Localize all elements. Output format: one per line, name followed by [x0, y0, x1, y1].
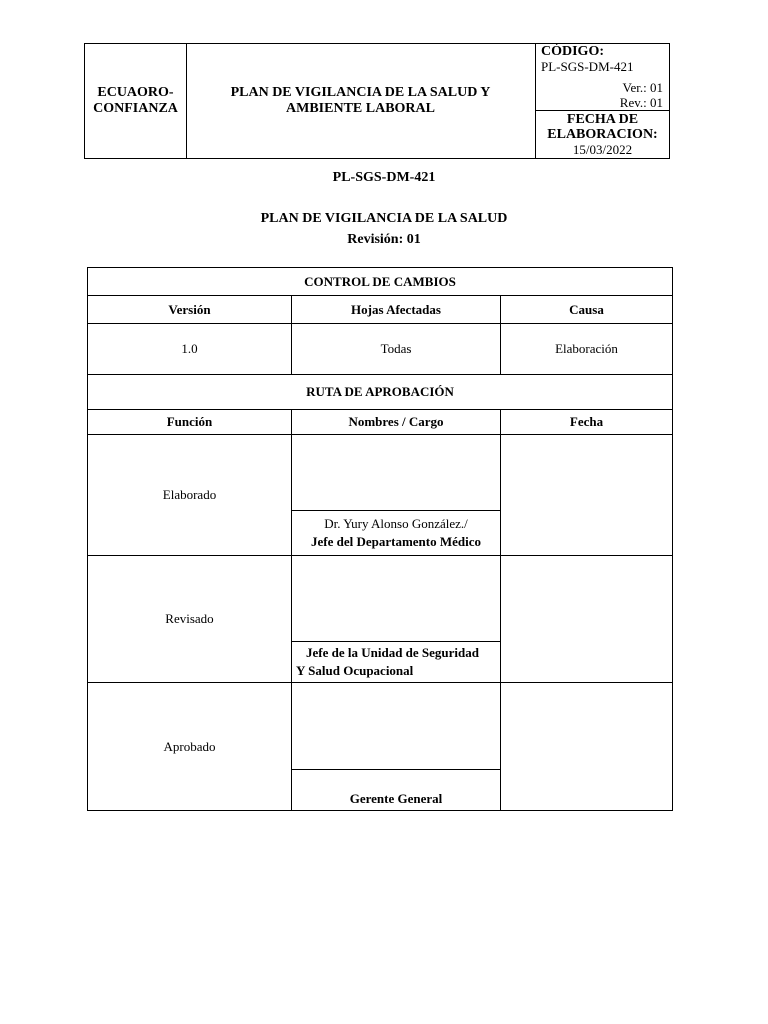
- revisado-role-line2: Y Salud Ocupacional: [296, 663, 414, 678]
- control-table: [87, 267, 673, 811]
- changes-heading: CONTROL DE CAMBIOS: [88, 268, 673, 296]
- revision-label: Rev.: 01: [619, 95, 663, 110]
- elaborado-name: Dr. Yury Alonso González./: [324, 516, 468, 531]
- company-name: [85, 44, 187, 158]
- aprobado-names: [292, 683, 501, 811]
- doc-title: PLAN DE VIGILANCIA DE LA SALUD: [260, 211, 508, 226]
- code-label: CÓDIGO:: [541, 44, 604, 59]
- date-label: FECHA DE ELABORACION:: [547, 112, 658, 142]
- elaborado-date: [501, 435, 673, 556]
- col-function: Función: [88, 410, 292, 435]
- aprobado-date: [501, 683, 673, 811]
- col-version: Versión: [88, 296, 292, 324]
- sheets-value: Todas: [292, 324, 501, 375]
- document-header: [84, 43, 670, 159]
- elaborado-signature-space: [292, 435, 500, 511]
- code-value: PL-SGS-DM-421: [541, 59, 634, 74]
- elaborado-label: Elaborado: [88, 435, 292, 556]
- revisado-signature-space: [292, 556, 500, 642]
- revisado-role-line1: Jefe de la Unidad de Seguridad: [306, 645, 479, 660]
- code-cell: [536, 44, 669, 158]
- revisado-date: [501, 556, 673, 683]
- cause-value: Elaboración: [501, 324, 673, 375]
- code-box: [536, 44, 669, 111]
- doc-code: PL-SGS-DM-421: [332, 170, 436, 185]
- doc-revision: Revisión: 01: [347, 232, 421, 247]
- plan-title-cell: [186, 44, 536, 158]
- version-value: 1.0: [88, 324, 292, 375]
- company-name-text: ECUAORO-CONFIANZA: [93, 85, 178, 116]
- elaborado-signer: [292, 511, 500, 555]
- revisado-label: Revisado: [88, 556, 292, 683]
- elaborado-role: Jefe del Departamento Médico: [310, 534, 482, 549]
- revisado-names: [292, 556, 501, 683]
- aprobado-signer: [292, 770, 500, 810]
- col-date: Fecha: [501, 410, 673, 435]
- version-label: Ver.: 01: [622, 80, 663, 95]
- aprobado-signature-space: [292, 683, 500, 770]
- date-box: [536, 111, 669, 158]
- plan-title: PLAN DE VIGILANCIA DE LA SALUD Y AMBIENTE LABORAL: [230, 85, 491, 116]
- col-sheets: Hojas Afectadas: [292, 296, 501, 324]
- approval-heading: RUTA DE APROBACIÓN: [88, 375, 673, 410]
- aprobado-label: Aprobado: [88, 683, 292, 811]
- col-names: Nombres / Cargo: [292, 410, 501, 435]
- aprobado-role: Gerente General: [349, 791, 443, 806]
- date-value: 15/03/2022: [572, 142, 633, 157]
- col-cause: Causa: [501, 296, 673, 324]
- elaborado-names: [292, 435, 501, 556]
- revisado-signer: [292, 642, 500, 682]
